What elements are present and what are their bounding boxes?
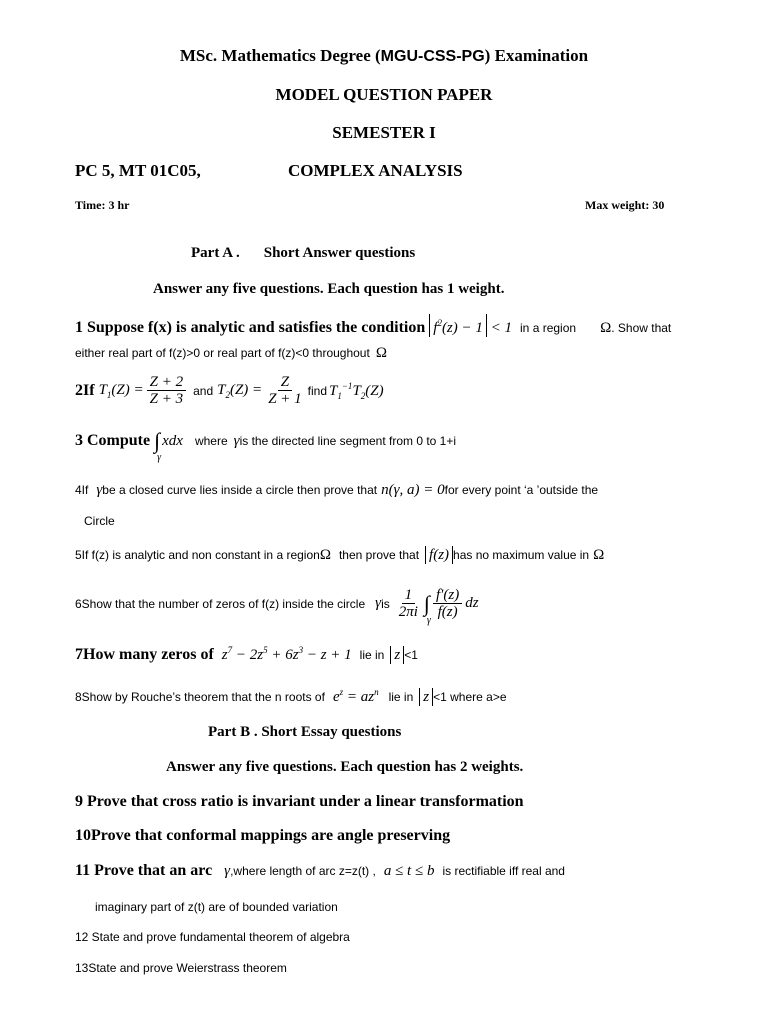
exam-title: MSc. Mathematics Degree (MGU-CSS-PG) Examination bbox=[179, 46, 589, 65]
semester-label: SEMESTER I bbox=[332, 123, 436, 142]
q7-polynomial-formula: $z^7 - 2z^5 + 6z^3 - z + 1$ bbox=[221, 645, 352, 663]
gamma-symbol: γ bbox=[233, 432, 240, 449]
question-5: 5If f(z) is analytic and non constant in a regionΩ then prove that f(z) has no maximum value in Ω bbox=[75, 547, 605, 563]
question-12: 12 State and prove fundamental theorem of algebra bbox=[75, 930, 350, 944]
exam-code: MGU-CSS-PG bbox=[380, 48, 485, 65]
gamma-symbol: γ bbox=[375, 595, 382, 611]
q5-modulus-formula: f(z) bbox=[425, 546, 453, 564]
q11-interval-formula: a ≤ t ≤ b bbox=[383, 863, 435, 879]
max-weight-label: Max weight: 30 bbox=[585, 198, 665, 212]
question-1-line-2: either real part of f(z)>0 or real part of f(z)<0 throughout Ω bbox=[75, 345, 387, 361]
question-9: 9 Prove that cross ratio is invariant under a linear transformation bbox=[75, 793, 524, 810]
question-11-line-2: imaginary part of z(t) are of bounded variation bbox=[95, 900, 338, 914]
part-b-heading: Part B . Short Essay questions bbox=[208, 724, 402, 740]
part-a-instruction: Answer any five questions. Each question has 1 weight. bbox=[153, 281, 505, 297]
q4-winding-formula: n(γ, a) = 0 bbox=[381, 482, 445, 498]
question-4-line-2: Circle bbox=[84, 514, 115, 528]
q2-t2-formula: $T_2(Z)$ = bbox=[217, 381, 263, 400]
paper-subtitle: MODEL QUESTION PAPER bbox=[275, 85, 493, 104]
question-6: 6Show that the number of zeros of f(z) inside the circle γ is $\frac{1}{2\pi i}$ ∫ γ $\frac{f'(z)}{f(z)}$ dz bbox=[75, 587, 479, 626]
q8-modulus-z: z bbox=[419, 688, 433, 706]
question-1: 1 Suppose f(x) is analytic and satisfies the condition $f^2(z) - 1 < 1$ in a region Ω. Show that bbox=[75, 314, 671, 337]
q1-condition-formula: $f^2(z) - 1$ bbox=[429, 314, 487, 337]
course-name: COMPLEX ANALYSIS bbox=[288, 161, 463, 180]
q3-integrand: xdx bbox=[162, 432, 183, 449]
q8-equation-formula: $e^z = az^n$ bbox=[332, 687, 379, 705]
question-10: 10Prove that conformal mappings are angle preserving bbox=[75, 827, 451, 844]
question-11: 11 Prove that an arc γ,where length of arc z=z(t) , a ≤ t ≤ b is rectifiable iff real and bbox=[75, 862, 565, 879]
question-7: 7How many zeros of $z^7 - 2z^5 + 6z^3 - z + 1$ lie in z <1 bbox=[75, 645, 418, 663]
q2-t1-formula: $T_1(Z)$ = bbox=[98, 381, 144, 400]
integral-symbol: ∫ γ bbox=[423, 590, 431, 626]
question-3: 3 Compute ∫ γ xdx where γ is the directed line segment from 0 to 1+i bbox=[75, 428, 457, 463]
question-13: 13State and prove Weierstrass theorem bbox=[75, 961, 287, 975]
gamma-symbol: γ bbox=[224, 863, 231, 879]
question-8: 8Show by Rouche’s theorem that the n roots of $e^z = az^n$ lie in z <1 where a>e bbox=[75, 687, 507, 705]
q2-composite-formula: $T_1^{-1}T_2(Z)$ bbox=[329, 380, 384, 401]
part-b-instruction: Answer any five questions. Each question has 2 weights. bbox=[166, 759, 524, 775]
course-code: PC 5, MT 01C05, bbox=[75, 161, 201, 180]
part-a-heading: Part A . Short Answer questions bbox=[191, 245, 416, 261]
q7-modulus-z: z bbox=[390, 646, 404, 664]
time-label: Time: 3 hr bbox=[75, 198, 130, 212]
gamma-symbol: γ bbox=[96, 482, 103, 498]
q6-dz: dz bbox=[465, 595, 479, 611]
integral-symbol: ∫ γ bbox=[154, 428, 162, 463]
question-2: 2If $T_1(Z)$ = $\frac{Z + 2}{Z + 3}$ and $T_2(Z)$ = $\frac{Z}{Z + 1}$ find $T_1^{-1}T_2(Z)$ bbox=[75, 374, 384, 407]
question-4: 4If γbe a closed curve lies inside a circle then prove that n(γ, a) = 0for every point ‘a ’outside the bbox=[75, 482, 599, 498]
